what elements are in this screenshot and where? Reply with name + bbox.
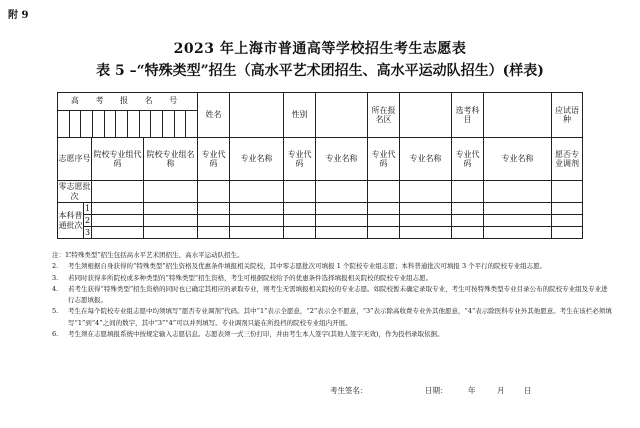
exam-number-boxes bbox=[58, 110, 197, 137]
col-major-name-3: 专业名称 bbox=[400, 138, 452, 181]
note-item: 注：1. “特殊类型”招生包括高水平艺术团招生、高水平运动队招生。 bbox=[52, 251, 244, 259]
col-major-code-1: 专业代码 bbox=[198, 138, 230, 181]
table-subtitle: 表 5 –“特殊类型”招生（高水平艺术团招生、高水平运动队招生）(样表) bbox=[96, 63, 544, 79]
col-major-code-4: 专业代码 bbox=[452, 138, 484, 181]
page-title: 2023 年上海市普通高等学校招生考生志愿表 bbox=[173, 41, 467, 57]
undergrad-batch-label: 本科普通批次 bbox=[58, 203, 84, 239]
note-item: 5. 考生在每个院校专业组志愿中均须填写“愿否专业调剂”代码。其中“1”表示全愿意，“2”表示全不愿意，“3”表示除高收费专业外其他愿意，“4”表示除医科专业外其他愿意。考生在该栏必须填写“1”到“4”之间的数字，其中“3”“4”可以并列填写。专业调剂只能在所投档的院校专业组内开展。 bbox=[52, 307, 612, 327]
note-item: 6. 考生须在志愿填报系统中按规定输入志愿信息。志愿表须一式三份打印，并由考生本人签字(其他人签字无效)，作为投档录取依据。 bbox=[52, 330, 444, 339]
col-adjust: 愿否专业调剂 bbox=[552, 138, 583, 181]
exam-number-label: 高 考 报 名 号 bbox=[70, 96, 185, 105]
elective-field[interactable] bbox=[484, 93, 552, 138]
note-item: 2. 考生须根据自身获得的“特殊类型”招生资格及优惠条件填报相关院校，其中零志愿批次可填报 1 个院校专业组志愿；本科普通批次可填报 3 个平行的院校专业组志愿。 bbox=[52, 262, 547, 271]
table-row bbox=[58, 215, 583, 227]
signature-label: 考生签名： bbox=[330, 386, 368, 395]
col-major-name-2: 专业名称 bbox=[316, 138, 368, 181]
gender-label: 性别 bbox=[284, 93, 316, 138]
notes-section bbox=[52, 250, 612, 340]
name-label: 姓名 bbox=[198, 93, 230, 138]
col-order: 志愿序号 bbox=[58, 138, 92, 181]
appendix-label: 附 9 bbox=[8, 10, 29, 21]
note-item: 4. 若考生获得“特殊类型”招生资格的同时也已确定其相应的录取专业，则考生无需填报相关院校的专业志愿。如院校暂未确定录取专业，考生可按特殊类型专业目录公布的院校专业组及专业进行志愿填报。 bbox=[52, 284, 608, 305]
row-num-2: 2 bbox=[84, 215, 91, 225]
zero-batch-label: 零志愿批次 bbox=[58, 182, 91, 201]
application-form-table bbox=[57, 92, 583, 239]
row-num-1: 1 bbox=[84, 203, 91, 213]
row-num-3: 3 bbox=[84, 227, 91, 237]
sport-label: 应试语种 bbox=[552, 93, 583, 138]
name-field[interactable] bbox=[230, 93, 284, 138]
col-major-name-1: 专业名称 bbox=[230, 138, 284, 181]
elective-label: 选考科目 bbox=[452, 93, 484, 138]
location-field[interactable] bbox=[400, 93, 452, 138]
gender-field[interactable] bbox=[316, 93, 368, 138]
table-row bbox=[58, 227, 583, 239]
col-major-name-4: 专业名称 bbox=[484, 138, 552, 181]
col-major-code-2: 专业代码 bbox=[284, 138, 316, 181]
table-row bbox=[58, 181, 583, 203]
col-major-code-3: 专业代码 bbox=[368, 138, 400, 181]
col-group-code: 院校专业组代码 bbox=[92, 138, 144, 181]
col-group-name: 院校专业组名称 bbox=[144, 138, 198, 181]
date-year: 年 bbox=[468, 386, 476, 395]
exam-number-field[interactable] bbox=[58, 93, 198, 138]
note-item: 3. 若同时获得多所院校或多种类型的“特殊类型”招生资格，考生可根据院校给予的优惠条件选择填报相关院校的院校专业组志愿。 bbox=[52, 273, 433, 282]
date-month: 月 bbox=[497, 386, 505, 395]
date-label: 日期： bbox=[425, 386, 448, 395]
table-row bbox=[58, 203, 583, 215]
location-label: 所在报名区 bbox=[368, 93, 400, 138]
date-day: 日 bbox=[524, 386, 532, 395]
